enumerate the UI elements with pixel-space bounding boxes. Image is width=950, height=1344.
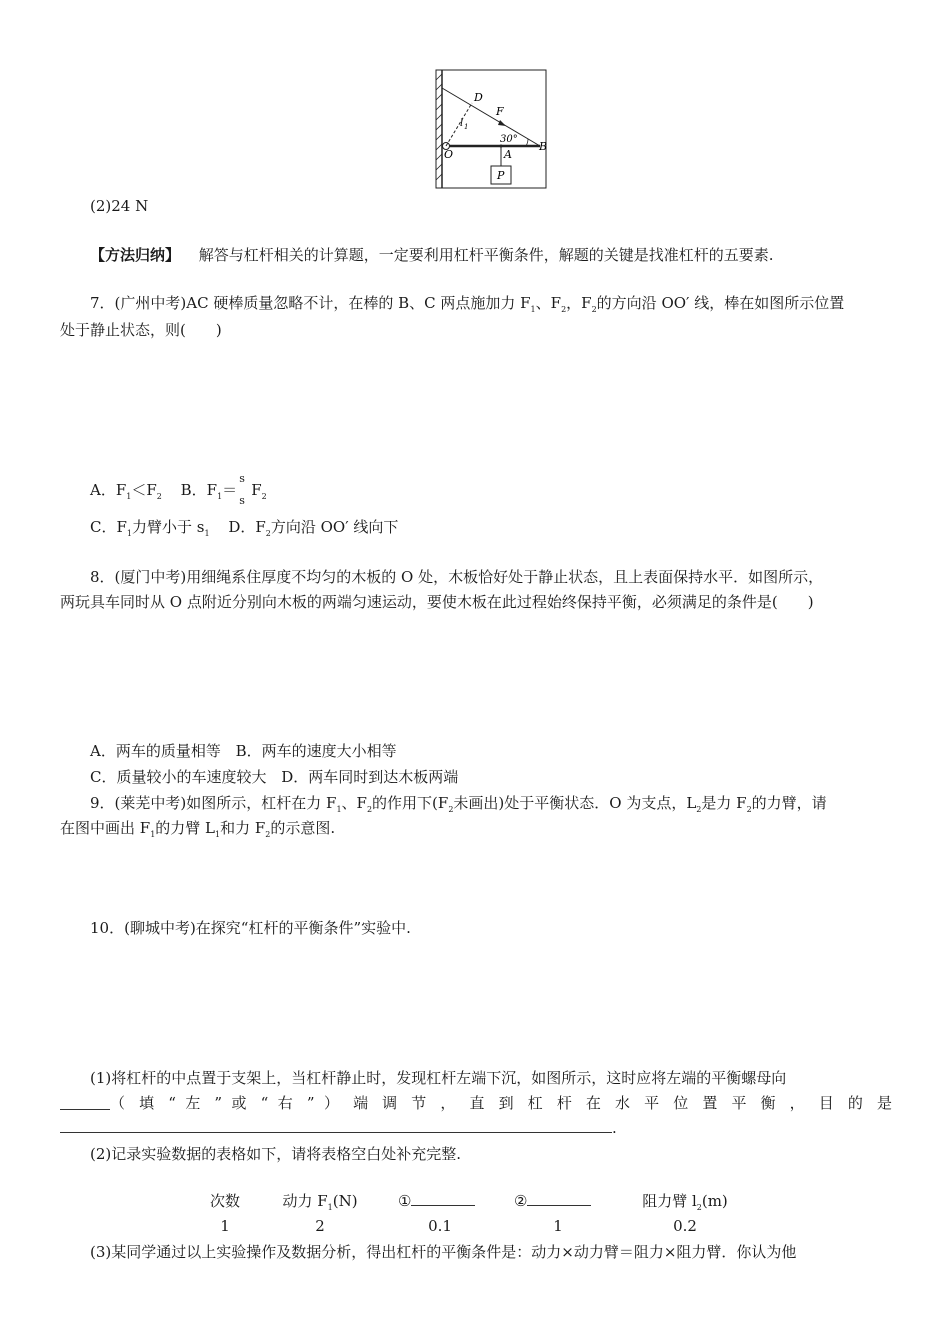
- q10-part1-line3: [60, 1118, 617, 1138]
- q7-sub: 2: [591, 305, 597, 314]
- label-f: F: [496, 105, 504, 118]
- answer-blank-header-1[interactable]: [411, 1191, 475, 1206]
- q7-sub: 2: [261, 492, 267, 501]
- q8-options-cd: [90, 767, 458, 787]
- q9-line2: [60, 818, 335, 845]
- q9-text: 和力 F: [220, 819, 266, 837]
- q8-option-c: C．质量较小的车速度较大: [90, 768, 267, 786]
- q9-text: 的力臂 L: [155, 819, 216, 837]
- table-cell: 0.2: [673, 1217, 697, 1235]
- q10-part1-line2-text: （ 填 “ 左 ” 或 “ 右 ” ） 端 调 节 ， 直 到 杠 杆 在 水 平 位 置 平 衡 ， 目 的 是: [110, 1094, 892, 1112]
- q7-option-a-rest: ＜F: [131, 481, 157, 499]
- q8-line1: 8．(厦门中考)用细绳系住厚度不均匀的木板的 O 处，木板恰好处于静止状态，且上表面保持水平．如图所示，: [90, 568, 824, 586]
- label-l1: l: [460, 118, 464, 129]
- q9-sub: 2: [448, 805, 454, 814]
- label-d: D: [474, 91, 483, 104]
- rope-line: [442, 88, 540, 146]
- table-header-force: [280, 1191, 360, 1218]
- method-summary: [90, 245, 774, 265]
- q8-option-a: A．两车的质量相等: [90, 742, 221, 760]
- table-header-blank-2: [514, 1191, 614, 1211]
- q7-sub: 2: [561, 305, 567, 314]
- fraction-numerator: s: [239, 472, 245, 485]
- q9-text: 的力臂，请: [751, 794, 827, 812]
- q9-text: 在图中画出 F: [60, 819, 151, 837]
- wall-hatching: [436, 74, 442, 180]
- q9-line1: [90, 793, 827, 820]
- label-b: B: [539, 140, 548, 153]
- q8-line2: 两玩具车同时从 O 点附近分别向木板的两端匀速运动，要使木板在此过程始终保持平衡，必须满足的条件是( ): [60, 593, 814, 611]
- q9-text: 9．(莱芜中考)如图所示，杠杆在力 F: [90, 794, 337, 812]
- q7-text-d: 的方向沿 OO′ 线，棒在如图所示位置: [596, 294, 845, 312]
- table-cell: 1: [553, 1217, 563, 1235]
- q7-sub: 2: [156, 492, 162, 501]
- q9-sub: 1: [150, 830, 156, 839]
- q7-sub: 1: [217, 492, 223, 501]
- label-l1-sub: 1: [464, 123, 469, 131]
- q10-period: .: [612, 1119, 617, 1137]
- header-sub: 1: [327, 1203, 333, 1212]
- q7-options-cd: [90, 517, 398, 544]
- label-o: O: [444, 148, 454, 161]
- q10-part1-line1: (1)将杠杆的中点置于支架上，当杠杆静止时，发现杠杆左端下沉，如图所示，这时应将左端的平衡螺母向: [90, 1069, 787, 1087]
- q7-option-b: B．F: [180, 481, 218, 499]
- table-header-blank-1: [398, 1191, 498, 1211]
- table-header-resist-arm: [630, 1191, 740, 1218]
- q9-sub: 2: [366, 805, 373, 814]
- table-cell: 1: [220, 1217, 230, 1235]
- header-text: 动力 F: [282, 1192, 328, 1210]
- q7-line2: 处于静止状态，则( ): [60, 321, 222, 339]
- fraction-denominator: s: [239, 494, 245, 507]
- q8-option-d: D．两车同时到达木板两端: [281, 768, 459, 786]
- answer-blank-header-2[interactable]: [527, 1191, 591, 1206]
- q7-options-ab: [90, 472, 267, 507]
- q9-sub: 1: [215, 830, 221, 839]
- q10-part2: (2)记录实验数据的表格如下，请将表格空白处补充完整.: [90, 1145, 462, 1163]
- q9-text: 的作用下(F: [372, 794, 449, 812]
- q7-text-c: ，F: [566, 294, 592, 312]
- q7-option-a: A．F: [90, 481, 127, 499]
- answer-blank-purpose[interactable]: [60, 1118, 612, 1133]
- header-text: 阻力臂 l: [642, 1192, 697, 1210]
- label-p: P: [497, 169, 505, 182]
- table-cell: 0.1: [428, 1217, 452, 1235]
- q7-text-a: 7．(广州中考)AC 硬棒质量忽略不计，在棒的 B、C 两点施加力 F: [90, 294, 531, 312]
- q9-text: 未画出)处于平衡状态．O 为支点，L: [453, 794, 697, 812]
- q7-sub: 2: [265, 529, 271, 538]
- label-a: A: [504, 148, 512, 161]
- force-arrow: [498, 120, 506, 126]
- q9-text: 、F: [341, 794, 367, 812]
- q7-option-d: D．F: [228, 518, 266, 536]
- header-unit: (m): [701, 1192, 728, 1210]
- q8-option-b: B．两车的速度大小相等: [235, 742, 397, 760]
- answer-blank-direction[interactable]: [60, 1093, 110, 1110]
- q7-option-b-fraction: [237, 472, 251, 507]
- lever-diagram: [430, 66, 550, 190]
- method-text: 解答与杠杆相关的计算题，一定要利用杠杆平衡条件，解题的关键是找准杠杆的五要素.: [198, 246, 774, 264]
- header-text: ②: [514, 1192, 528, 1210]
- q9-sub: 2: [746, 805, 752, 814]
- header-sub: 2: [696, 1203, 702, 1212]
- q7-sub: 1: [126, 492, 132, 501]
- header-text: ①: [398, 1192, 412, 1210]
- q8-options-ab: [90, 741, 397, 761]
- q10-part1-line2: [60, 1093, 892, 1113]
- q7-text-b: 、F: [535, 294, 562, 312]
- method-label: 【方法归纳】: [90, 246, 181, 264]
- table-cell: 2: [315, 1217, 325, 1235]
- q7-option-c: C．F: [90, 518, 127, 536]
- q7-option-c-rest: 力臂小于 s: [131, 518, 205, 536]
- q10-title: 10．(聊城中考)在探究“杠杆的平衡条件”实验中.: [90, 919, 411, 937]
- header-unit: (N): [332, 1192, 358, 1210]
- q9-text: 是力 F: [701, 794, 747, 812]
- table-header-count: 次数: [209, 1192, 240, 1210]
- q9-sub: 1: [336, 805, 342, 814]
- lever-figure: [430, 66, 550, 190]
- q9-sub: 2: [265, 830, 271, 839]
- q7-sub: 1: [530, 305, 536, 314]
- label-angle: 30°: [500, 134, 518, 145]
- q7-option-b-eq: ＝: [222, 481, 238, 499]
- q7-sub: 1: [126, 529, 132, 538]
- q7-line1: [90, 293, 844, 320]
- q7-sub: 1: [204, 529, 210, 538]
- q9-sub: 2: [696, 805, 702, 814]
- q9-text: 的示意图.: [270, 819, 336, 837]
- q7-option-d-rest: 方向沿 OO′ 线向下: [270, 518, 399, 536]
- answer-6-2: (2)24 N: [90, 197, 149, 215]
- q7-option-b-f: F: [251, 481, 262, 499]
- q10-part3: (3)某同学通过以上实验操作及数据分析，得出杠杆的平衡条件是：动力×动力臂＝阻力×阻力臂．你认为他: [90, 1243, 797, 1261]
